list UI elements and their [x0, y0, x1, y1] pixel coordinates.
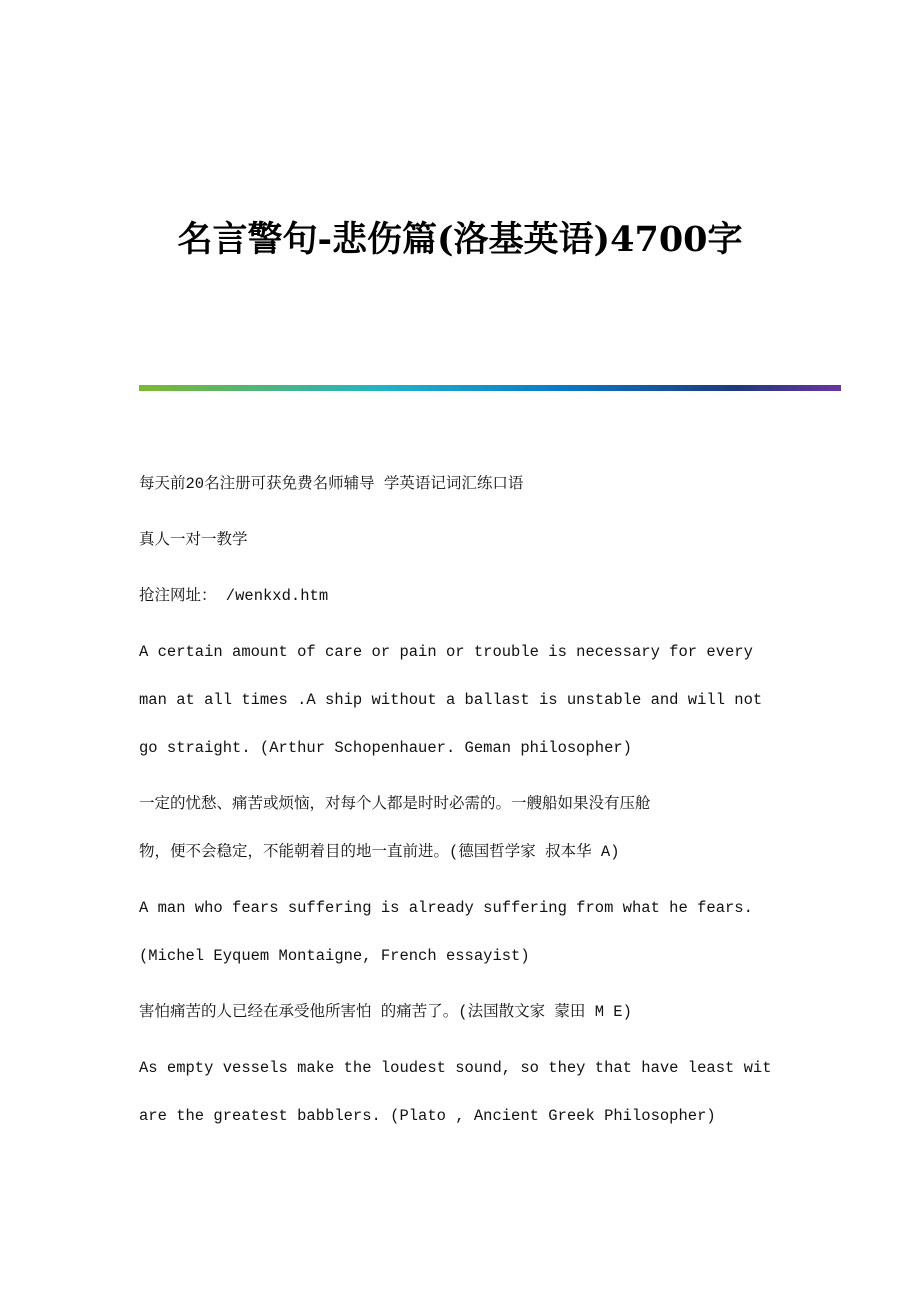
text-line: are the greatest babblers. (Plato , Ancient Greek Philosopher)	[139, 1107, 716, 1125]
text-line: 真人一对一教学	[139, 531, 248, 549]
text-line: (Michel Eyquem Montaigne, French essayist)	[139, 947, 530, 965]
text-line: 一定的忧愁、痛苦或烦恼，对每个人都是时时必需的。一艘船如果没有压舱	[139, 795, 651, 813]
gradient-divider	[139, 385, 841, 391]
text-line: 抢注网址： /wenkxd.htm	[139, 587, 329, 605]
document-title: 名言警句-悲伤篇(洛基英语)4700字	[177, 219, 743, 260]
text-line: 害怕痛苦的人已经在承受他所害怕 的痛苦了。(法国散文家 蒙田 M E)	[139, 1003, 632, 1021]
text-line: A man who fears suffering is already suffering from what he fears.	[139, 899, 753, 917]
text-line: A certain amount of care or pain or trouble is necessary for every	[139, 643, 753, 661]
text-line: go straight. (Arthur Schopenhauer. Geman philosopher)	[139, 739, 632, 757]
text-line: As empty vessels make the loudest sound, so they that have least wit	[139, 1059, 772, 1077]
text-line: 每天前20名注册可获免费名师辅导 学英语记词汇练口语	[139, 475, 524, 493]
text-line: 物，便不会稳定，不能朝着目的地一直前进。(德国哲学家 叔本华 A)	[139, 843, 620, 861]
text-line: man at all times .A ship without a ballast is unstable and will not	[139, 691, 763, 709]
